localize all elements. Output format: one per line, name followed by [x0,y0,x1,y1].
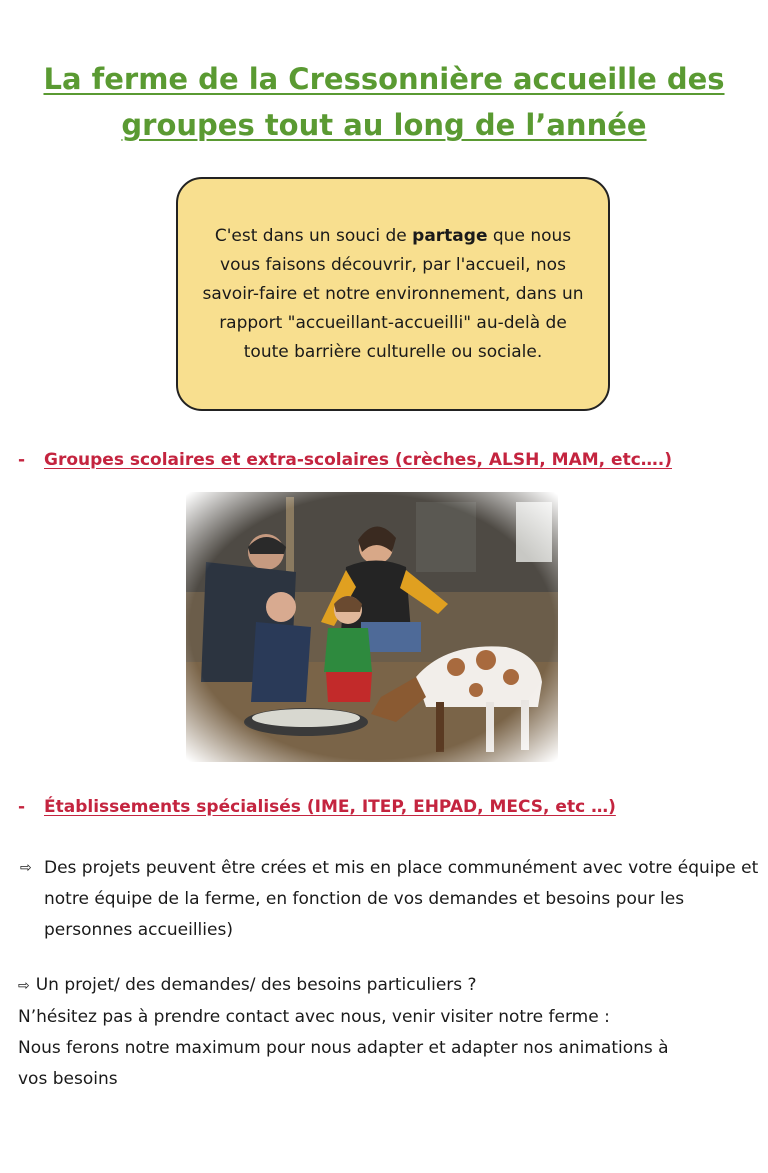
contact-line-3: Nous ferons notre maximum pour nous adapter et adapter nos animations à [18,1038,669,1058]
bullet-dash: - [18,797,26,817]
section-heading-label: Groupes scolaires et extra-scolaires (crèches, ALSH, MAM, etc….) [44,450,672,470]
intro-text-bold: partage [412,225,488,246]
contact-paragraph [18,970,758,1095]
section-heading-label: Établissements spécialisés (IME, ITEP, EHPAD, MECS, etc …) [44,797,616,817]
farm-photo [186,492,558,762]
page-title [30,56,738,148]
arrow-right-icon: ⇨ [20,860,32,876]
projects-paragraph [20,853,760,946]
contact-line-1 [18,970,758,1002]
arrow-right-icon: ⇨ [18,978,30,994]
intro-text [202,222,584,367]
intro-text-part1: C'est dans un souci de [214,225,413,246]
section-heading-specialized [18,797,616,817]
contact-line-2: N’hésitez pas à prendre contact avec nous, venir visiter notre ferme : [18,1007,610,1027]
title-line-2: groupes tout au long de l’année [121,108,647,142]
contact-line-1-text: Un projet/ des demandes/ des besoins particuliers ? [35,975,477,995]
title-line-1: La ferme de la Cressonnière accueille des [43,62,725,96]
contact-line-4: vos besoins [18,1069,118,1089]
intro-text-part2: que nous vous faisons découvrir, par l'accueil, nos savoir-faire et notre environnement, dans un rapport "accueillant-accueilli" au-delà de toute barrière culturelle ou sociale. [202,225,584,362]
section-heading-school-groups [18,450,672,470]
intro-box [176,177,610,411]
bullet-dash: - [18,450,26,470]
projects-text: Des projets peuvent être crées et mis en place communément avec votre équipe et notre équipe de la ferme, en fonction de vos demandes et besoins pour les personnes accueillies) [44,858,759,940]
